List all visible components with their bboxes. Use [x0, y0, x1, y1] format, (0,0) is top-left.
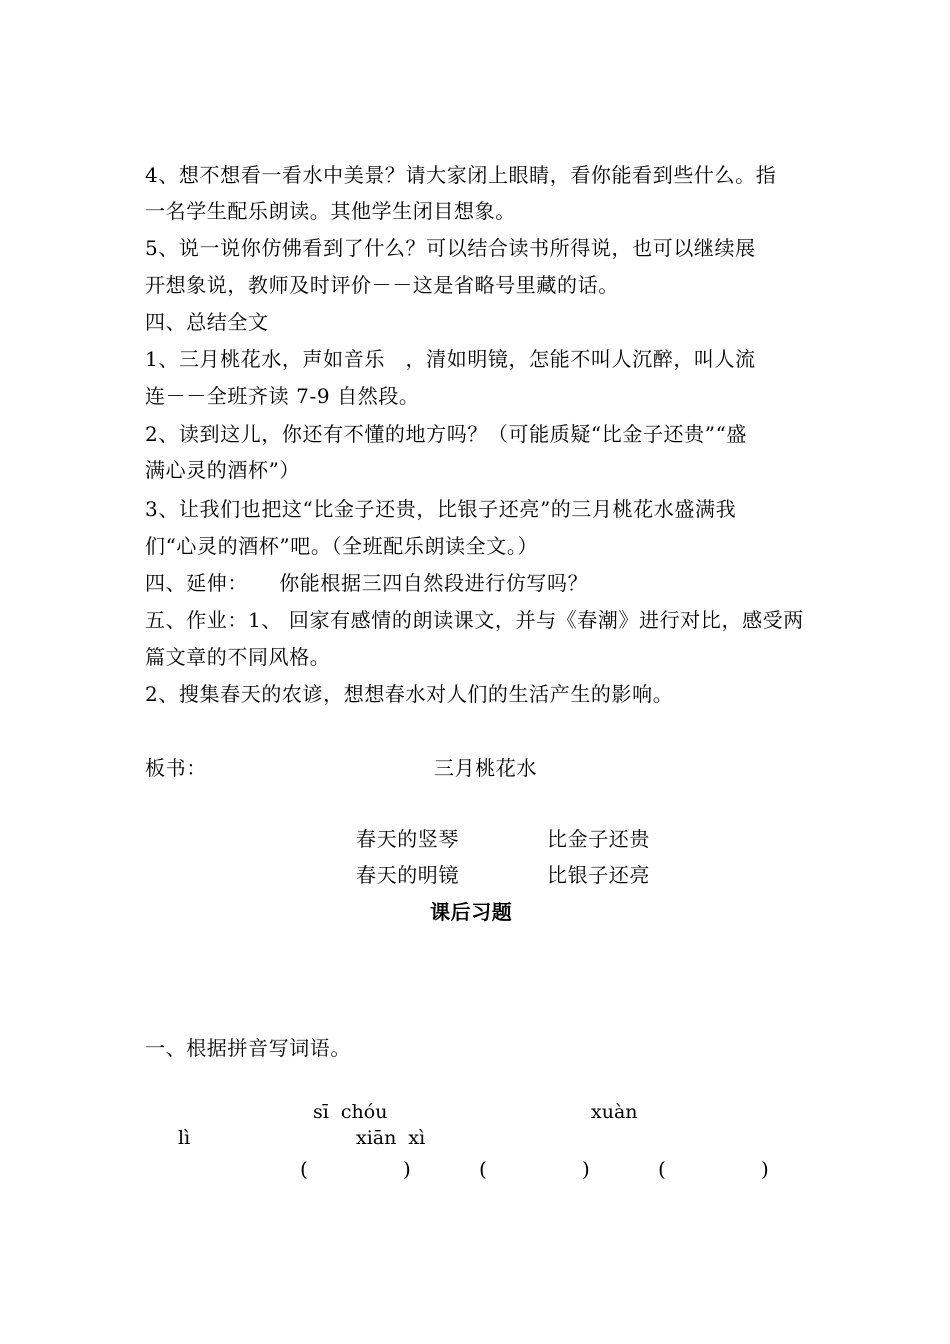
answer-blank-close: ) — [403, 1157, 412, 1181]
text-line: 五、作业：1、 回家有感情的朗读课文，并与《春潮》进行对比，感受两 — [145, 608, 804, 632]
answer-blank-open: ( — [658, 1157, 667, 1181]
pinyin-xian-xi: xiān xì — [356, 1127, 426, 1149]
section-heading: 四、延伸： 你能根据三四自然段进行仿写吗？ — [145, 571, 589, 595]
pinyin-si-chou: sī chóu — [313, 1101, 388, 1123]
board-left-2: 春天的明镜 — [356, 863, 459, 887]
answer-blank-open: ( — [479, 1157, 488, 1181]
question-1: 一、根据拼音写词语。 — [145, 1036, 351, 1060]
text-line: 连－－全班齐读 7-9 自然段。 — [145, 384, 420, 408]
board-title: 三月桃花水 — [434, 756, 537, 780]
text-line: 篇文章的不同风格。 — [145, 645, 331, 669]
answer-blank-close: ) — [582, 1157, 591, 1181]
answer-blank-close: ) — [761, 1157, 770, 1181]
text-line: 5、说一说你仿佛看到了什么？可以结合读书所得说，也可以继续展 — [145, 236, 756, 260]
text-line: 们“心灵的酒杯”吧。（全班配乐朗读全文。） — [145, 534, 539, 558]
answer-blank-open: ( — [300, 1157, 309, 1181]
text-line: 开想象说，教师及时评价－－这是省略号里藏的话。 — [145, 273, 619, 297]
text-line: 3、让我们也把这“比金子还贵，比银子还亮”的三月桃花水盛满我 — [145, 497, 737, 521]
text-line: 4、想不想看一看水中美景？请大家闭上眼睛，看你能看到些什么。指 — [145, 163, 777, 187]
pinyin-xuan: xuàn — [591, 1101, 638, 1123]
section-heading: 四、总结全文 — [145, 310, 269, 334]
board-left-1: 春天的竖琴 — [356, 827, 459, 851]
text-line: 满心灵的酒杯”） — [145, 458, 301, 482]
pinyin-li: lì — [178, 1127, 191, 1149]
text-line: 一名学生配乐朗读。其他学生闭目想象。 — [145, 199, 516, 223]
exercise-heading: 课后习题 — [430, 900, 513, 924]
text-line: 1、三月桃花水，声如音乐 ，清如明镜，怎能不叫人沉醉，叫人流 — [145, 347, 756, 371]
board-label: 板书： — [145, 756, 207, 780]
board-right-1: 比金子还贵 — [547, 827, 650, 851]
text-line: 2、读到这儿，你还有不懂的地方吗？（可能质疑“比金子还贵”“盛 — [145, 422, 747, 446]
text-line: 2、搜集春天的农谚，想想春水对人们的生活产生的影响。 — [145, 682, 674, 706]
board-right-2: 比银子还亮 — [547, 863, 650, 887]
